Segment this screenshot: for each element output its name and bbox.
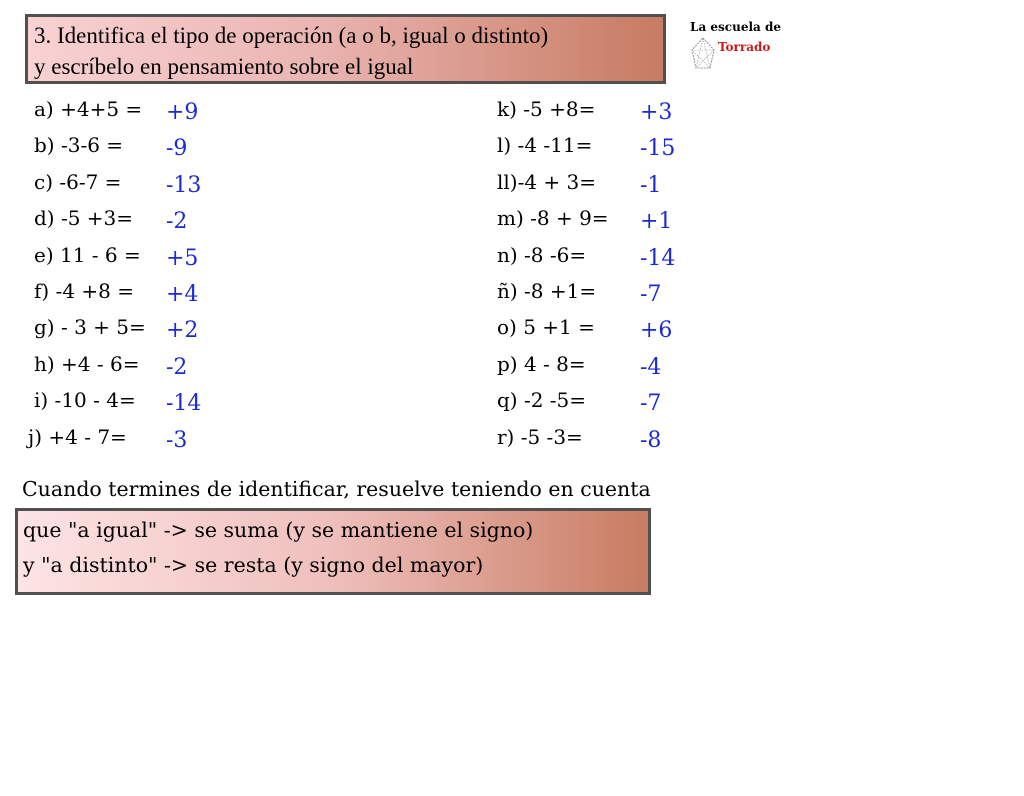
left-answer-1: -9 xyxy=(166,136,188,162)
right-expression-8: q) -2 -5= xyxy=(497,388,587,413)
left-answer-5: +4 xyxy=(166,282,199,307)
right-answer-2: -1 xyxy=(640,172,662,198)
right-answer-5: -7 xyxy=(640,282,662,307)
left-answer-3: -2 xyxy=(166,209,188,235)
left-expression-7: h) +4 - 6= xyxy=(34,351,140,376)
right-expression-3: m) -8 + 9= xyxy=(497,206,609,231)
title-box xyxy=(25,14,666,84)
instruction-text: Cuando termines de identificar, resuelve teniendo en cuenta xyxy=(22,477,651,501)
right-answer-9: -8 xyxy=(640,427,662,453)
title-line-1: 3. Identifica el tipo de operación (a o b, igual o distinto) xyxy=(34,23,549,48)
left-expression-6: g) - 3 + 5= xyxy=(34,315,146,340)
right-answer-1: -15 xyxy=(640,136,676,162)
right-expression-7: p) 4 - 8= xyxy=(497,351,586,376)
left-answer-2: -13 xyxy=(166,172,202,198)
rules-box xyxy=(15,508,651,595)
left-expression-3: d) -5 +3= xyxy=(34,206,134,231)
left-answer-7: -2 xyxy=(166,354,188,380)
right-expression-6: o) 5 +1 = xyxy=(497,315,595,340)
left-answer-4: +5 xyxy=(166,245,199,271)
rule-line-1: que "a igual" -> se suma (y se mantiene el signo) xyxy=(23,518,534,542)
logo-text-top: La escuela de xyxy=(690,20,781,34)
left-expression-1: b) -3-6 = xyxy=(34,133,124,158)
right-expression-0: k) -5 +8= xyxy=(497,97,596,121)
right-answer-4: -14 xyxy=(640,245,676,271)
left-expression-4: e) 11 - 6 = xyxy=(34,242,141,267)
right-expression-5: ñ) -8 +1= xyxy=(497,279,597,303)
rule-line-2: y "a distinto" -> se resta (y signo del mayor) xyxy=(23,553,484,577)
logo-text-bottom: Torrado xyxy=(718,40,771,54)
left-expression-0: a) +4+5 = xyxy=(34,97,143,121)
left-answer-8: -14 xyxy=(166,391,202,417)
star-logo-icon xyxy=(688,36,718,72)
right-answer-6: +6 xyxy=(640,318,673,344)
left-expression-2: c) -6-7 = xyxy=(34,169,122,194)
left-expression-5: f) -4 +8 = xyxy=(34,279,134,303)
right-answer-3: +1 xyxy=(640,209,673,235)
right-answer-7: -4 xyxy=(640,354,662,380)
right-expression-4: n) -8 -6= xyxy=(497,242,587,267)
right-expression-1: l) -4 -11= xyxy=(497,133,593,158)
right-answer-8: -7 xyxy=(640,391,662,417)
left-answer-0: +9 xyxy=(166,100,199,125)
right-expression-9: r) -5 -3= xyxy=(497,424,583,449)
title-line-2: y escríbelo en pensamiento sobre el igual xyxy=(34,54,414,79)
left-expression-8: i) -10 - 4= xyxy=(34,388,136,413)
school-logo xyxy=(688,18,788,74)
left-expression-9: j) +4 - 7= xyxy=(28,424,127,449)
left-answer-9: -3 xyxy=(166,427,188,453)
right-expression-2: ll)-4 + 3= xyxy=(497,169,597,194)
right-answer-0: +3 xyxy=(640,100,673,125)
left-answer-6: +2 xyxy=(166,318,199,344)
